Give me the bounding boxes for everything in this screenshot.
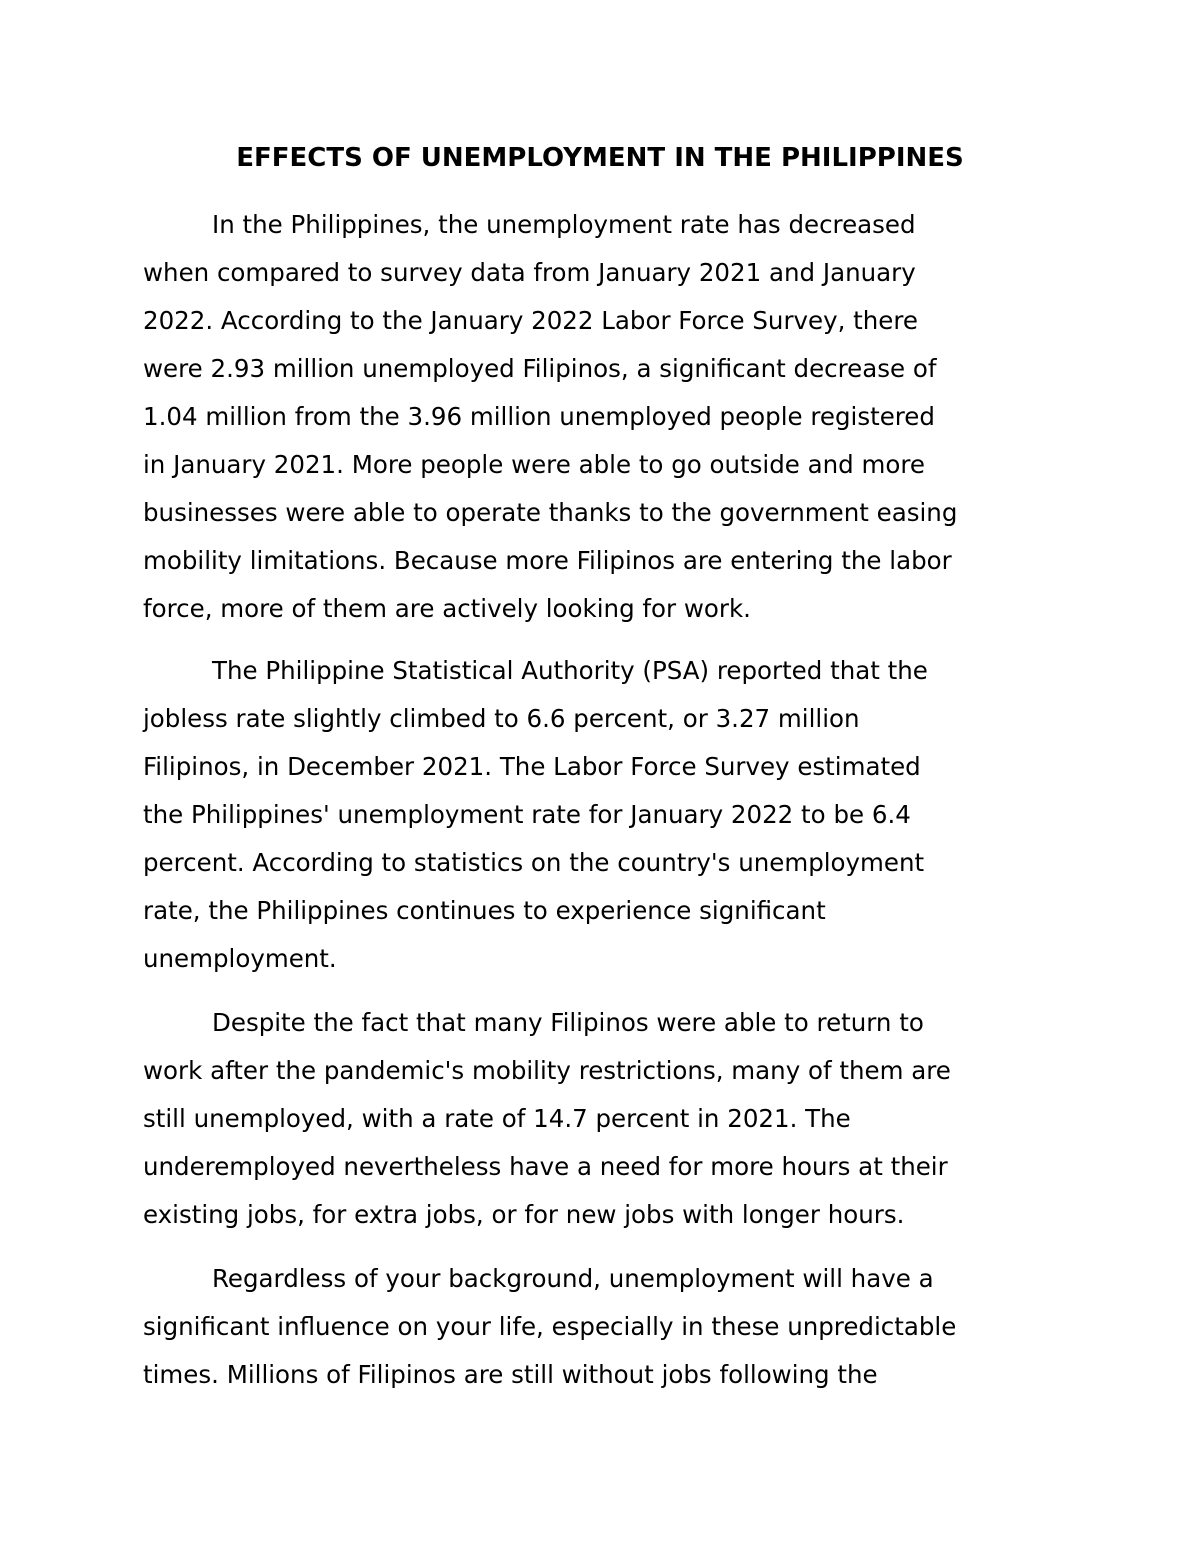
paragraph-line: when compared to survey data from January 2021 and January: [143, 258, 916, 287]
paragraph-1: [143, 201, 1103, 633]
paragraph-line: significant influence on your life, especially in these unpredictable: [143, 1312, 957, 1341]
paragraph-line: in January 2021. More people were able to go outside and more: [143, 450, 925, 479]
paragraph-line: existing jobs, for extra jobs, or for new jobs with longer hours.: [143, 1200, 905, 1229]
paragraph-line: percent. According to statistics on the country's unemployment: [143, 848, 925, 877]
paragraph-3: [143, 999, 1103, 1239]
paragraph-line: jobless rate slightly climbed to 6.6 percent, or 3.27 million: [143, 704, 860, 733]
paragraph-line: Despite the fact that many Filipinos were able to return to: [212, 1008, 924, 1037]
paragraph-line: businesses were able to operate thanks to the government easing: [143, 498, 958, 527]
paragraph-line: the Philippines' unemployment rate for January 2022 to be 6.4: [143, 800, 911, 829]
paragraph-4: [143, 1255, 1103, 1399]
document-title: EFFECTS OF UNEMPLOYMENT IN THE PHILIPPINES: [236, 143, 964, 173]
paragraph-line: unemployment.: [143, 944, 337, 973]
paragraph-line: still unemployed, with a rate of 14.7 percent in 2021. The: [143, 1104, 851, 1133]
paragraph-line: 1.04 million from the 3.96 million unemployed people registered: [143, 402, 935, 431]
paragraph-line: Regardless of your background, unemployment will have a: [212, 1264, 934, 1293]
paragraph-line: mobility limitations. Because more Filipinos are entering the labor: [143, 546, 952, 575]
paragraph-line: rate, the Philippines continues to experience significant: [143, 896, 826, 925]
paragraph-line: times. Millions of Filipinos are still without jobs following the: [143, 1360, 878, 1389]
paragraph-2: [143, 647, 1103, 983]
paragraph-line: work after the pandemic's mobility restrictions, many of them are: [143, 1056, 951, 1085]
paragraph-line: force, more of them are actively looking for work.: [143, 594, 751, 623]
paragraph-line: The Philippine Statistical Authority (PSA) reported that the: [212, 656, 928, 685]
paragraph-line: Filipinos, in December 2021. The Labor Force Survey estimated: [143, 752, 921, 781]
paragraph-line: were 2.93 million unemployed Filipinos, a significant decrease of: [143, 354, 937, 383]
paragraph-line: underemployed nevertheless have a need for more hours at their: [143, 1152, 948, 1181]
paragraph-line: 2022. According to the January 2022 Labor Force Survey, there: [143, 306, 918, 335]
paragraph-line: In the Philippines, the unemployment rate has decreased: [212, 210, 916, 239]
